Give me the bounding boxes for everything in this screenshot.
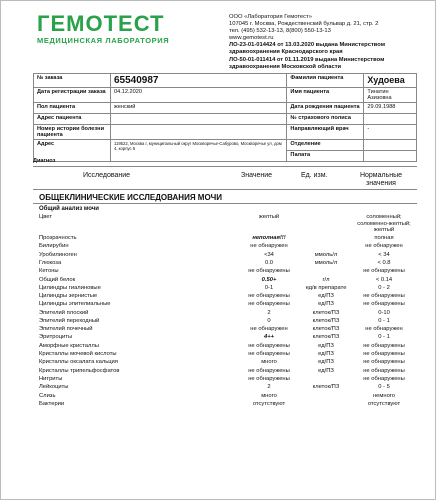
table-row (39, 401, 417, 409)
test-value: не обнаружены (248, 293, 290, 299)
test-name: Глюкоза (39, 260, 62, 266)
test-name: Цвет (39, 214, 52, 220)
test-name: Билирубин (39, 243, 69, 249)
test-norm: не обнаружены (363, 376, 405, 382)
section-title: ОБЩЕКЛИНИЧЕСКИЕ ИССЛЕДОВАНИЯ МОЧИ (39, 193, 223, 202)
brand-name: ГЕМОТЕСТ (37, 11, 165, 36)
test-norm: 0 - 2 (378, 285, 390, 291)
table-row (39, 243, 417, 251)
patient-info-table (33, 73, 417, 162)
test-unit: ед/ПЗ (318, 343, 334, 349)
test-name: Цилиндры эпителиальные (39, 301, 111, 307)
test-norm: не обнаружены (363, 368, 405, 374)
test-norm: 0 - 5 (378, 384, 390, 390)
table-row (39, 277, 417, 285)
test-unit: клеток/ПЗ (312, 310, 340, 316)
company-address: 107045 г. Москва, Рождественский бульвар д. 21, стр. 2 (229, 21, 379, 28)
test-value: много (261, 393, 277, 399)
department-label: Отделение (287, 140, 364, 151)
test-unit: клеток/ПЗ (312, 326, 340, 332)
test-unit: ммоль/л (314, 260, 338, 266)
col-header-test: Исследование (83, 172, 131, 179)
test-name: Кристаллы трипельфосфатов (39, 368, 120, 374)
table-row (39, 214, 417, 234)
table-row (39, 285, 417, 293)
col-header-unit: Ед. изм. (301, 172, 328, 179)
test-norm: соломенный; соломенно-желтый; желтый (357, 214, 411, 234)
test-norm: отсутствуют (367, 401, 401, 407)
test-name: Слизь (39, 393, 56, 399)
test-name: Общий белок (39, 277, 76, 283)
test-value: неполная!!! (252, 235, 286, 241)
test-name: Эритроциты (39, 334, 73, 340)
test-unit: ед/ПЗ (318, 293, 334, 299)
header-divider (33, 189, 417, 190)
dob-label: Дата рождения пациента (287, 103, 364, 114)
table-row (39, 351, 417, 359)
test-name: Аморфные кристаллы (39, 343, 99, 349)
company-license-2: ЛО-50-01-011414 от 01.11.2019 выдана Министерством здравоохранения Московской области (229, 56, 385, 70)
test-unit: ед/ПЗ (318, 301, 334, 307)
test-value: не обнаружены (248, 343, 290, 349)
table-row (39, 252, 417, 260)
test-norm: не обнаружен (365, 243, 403, 249)
name-label: Имя пациента (287, 88, 364, 103)
test-value: не обнаружен (250, 243, 288, 249)
test-norm: полная (374, 235, 394, 241)
company-phone: тел. (495) 532-13-13, 8(800) 550-13-13 (229, 28, 331, 35)
company-site: www.gemotest.ru (229, 35, 274, 42)
test-name: Кристаллы оксалата кальция (39, 359, 118, 365)
table-row (39, 293, 417, 301)
insurance-number (364, 114, 417, 125)
table-row (39, 310, 417, 318)
address-label: Адрес пациента (34, 114, 111, 125)
patient-address (111, 114, 287, 125)
test-name: Кетоны (39, 268, 59, 274)
test-unit: ед/ПЗ (318, 359, 334, 365)
col-header-norm: Нормальные значения (359, 172, 403, 187)
test-unit: ед/ПЗ (318, 351, 334, 357)
test-value: <34 (264, 252, 274, 258)
history-number (111, 125, 287, 140)
test-value: не обнаружены (248, 301, 290, 307)
patient-sex: женский (111, 103, 287, 114)
test-name: Нитриты (39, 376, 63, 382)
brand-logo (37, 13, 169, 45)
patient-surname: Худоева (364, 74, 417, 88)
order-label: № заказа (34, 74, 111, 88)
test-name: Лейкоциты (39, 384, 69, 390)
table-row (39, 384, 417, 392)
test-value: 0 (267, 318, 271, 324)
test-norm: < 0.14 (375, 277, 393, 283)
test-norm: не обнаружены (363, 351, 405, 357)
test-name: Эпителий плоский (39, 310, 89, 316)
surname-label: Фамилия пациента (287, 74, 364, 88)
test-unit: г/л (322, 277, 330, 283)
test-value: желтый (258, 214, 280, 220)
test-name: Уробилиноген (39, 252, 77, 258)
table-row (39, 343, 417, 351)
test-norm: не обнаружены (363, 359, 405, 365)
test-value: 0.50+ (261, 277, 277, 283)
subsection-title: Общий анализ мочи (39, 206, 99, 212)
table-row (39, 376, 417, 384)
test-unit: клеток/ПЗ (312, 318, 340, 324)
history-label: Номер истории болезни пациента (34, 125, 111, 140)
table-row (39, 301, 417, 309)
test-name: Цилиндры зернистые (39, 293, 98, 299)
test-value: 2 (267, 384, 271, 390)
col-header-value: Значение (241, 172, 273, 179)
test-unit: клеток/ПЗ (312, 334, 340, 340)
test-name: Бактерии (39, 401, 65, 407)
test-name: Прозрачность (39, 235, 77, 241)
test-norm: не обнаружен (365, 326, 403, 332)
table-row (39, 318, 417, 326)
test-value: не обнаружены (248, 368, 290, 374)
company-info (229, 14, 429, 71)
test-norm: 0 - 1 (378, 334, 390, 340)
test-norm: не обнаружены (363, 301, 405, 307)
patient-addr: 119522, Москва г, муниципальный округ Москворечье-Сабурово, Москворечье ул, дом 4, корпус 6 (111, 140, 287, 162)
table-row (39, 268, 417, 276)
test-norm: 0-10 (378, 310, 390, 316)
test-value: 0-1 (264, 285, 274, 291)
test-value: 2 (267, 310, 271, 316)
test-unit: ммоль/л (314, 252, 338, 258)
test-name: Кристаллы мочевой кислоты (39, 351, 117, 357)
table-row (39, 260, 417, 268)
department-value (364, 140, 417, 151)
test-name: Эпителий переходный (39, 318, 100, 324)
table-row (39, 326, 417, 334)
brand-tagline: МЕДИЦИНСКАЯ ЛАБОРАТОРИЯ (37, 36, 170, 45)
sex-label: Пол пациента (34, 103, 111, 114)
company-name: ООО «Лаборатория Гемотест» (229, 14, 312, 20)
table-row (39, 393, 417, 401)
test-unit: ед/в препарате (305, 285, 347, 291)
ward-label: Палата (287, 151, 364, 162)
table-row (39, 334, 417, 342)
test-value: не обнаружен (250, 326, 288, 332)
patient-name: Тинатин Азизовна (364, 88, 417, 103)
test-norm: не обнаружены (363, 268, 405, 274)
addr-label: Адрес (34, 140, 111, 162)
test-value: не обнаружены (248, 351, 290, 357)
order-number: 65540987 (111, 74, 287, 88)
test-norm: не обнаружены (363, 293, 405, 299)
doctor-name: - (364, 125, 417, 140)
test-value: не обнаружены (248, 268, 290, 274)
test-value: много (261, 359, 277, 365)
insurance-label: № страхового полиса (287, 114, 364, 125)
company-license-1: ЛО-23-01-014424 от 13.03.2020 выдана Министерством здравоохранения Краснодарского края (229, 42, 386, 56)
test-value: не обнаружены (248, 376, 290, 382)
test-unit: ед/ПЗ (318, 368, 334, 374)
test-name: Цилиндры гиалиновые (39, 285, 101, 291)
doctor-label: Направляющий врач (287, 125, 364, 140)
table-row (39, 368, 417, 376)
table-row (39, 235, 417, 243)
diagnosis-label: Диагноз (33, 158, 417, 167)
test-norm: 0 - 1 (378, 318, 390, 324)
test-norm: < 34 (378, 252, 390, 258)
test-name: Эпителий почечный (39, 326, 93, 332)
test-value: отсутствуют (252, 401, 286, 407)
section-divider (33, 203, 417, 204)
test-norm: не обнаружены (363, 343, 405, 349)
reg-date-label: Дата регистрации заказа (34, 88, 111, 103)
test-value: 0.0 (264, 260, 274, 266)
test-unit: клеток/ПЗ (312, 384, 340, 390)
test-norm: < 0.8 (377, 260, 391, 266)
reg-date: 04.12.2020 (111, 88, 287, 103)
test-norm: немного (372, 393, 396, 399)
table-row (39, 359, 417, 367)
patient-dob: 29.09.1988 (364, 103, 417, 114)
test-value: 4++ (264, 334, 274, 340)
